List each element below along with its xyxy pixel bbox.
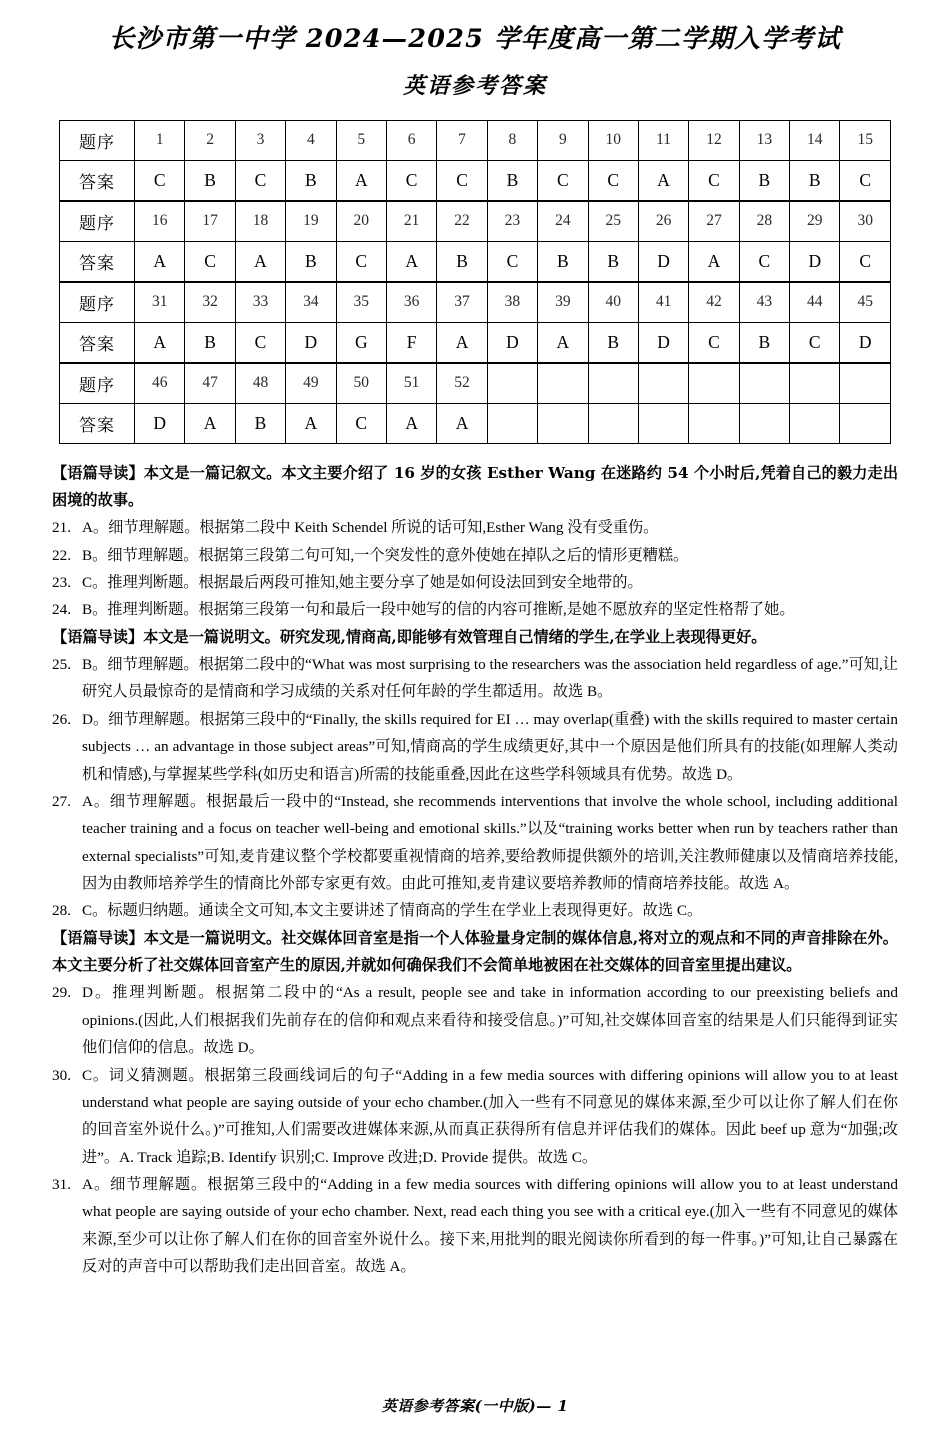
answer-cell: C [487,241,537,282]
explanation-number: 24. [52,601,71,619]
question-number-cell [689,363,739,404]
answer-cell: C [790,322,840,363]
answer-cell: A [235,241,285,282]
answer-cell: B [588,241,638,282]
explanation-number: 23. [52,574,71,592]
question-number-cell: 6 [386,120,436,160]
explanation-number: 27. [52,792,71,810]
question-number-cell: 46 [135,363,185,404]
passage-guide-text: 本文是一篇说明文。社交媒体回音室是指一个人体验量身定制的媒体信息,将对立的观点和不同的声音排除在外。本文主要分析了社交媒体回音室产生的原因,并就如何确保我们不会简单地被困在社交媒体的回音室里提出建议。 [52,928,898,975]
row-header-number: 题序 [60,363,135,404]
answer-key-table [59,120,891,444]
explanation-text: B。推理判断题。根据第三段第一句和最后一段中她写的信的内容可推断,是她不愿放弃的坚定性格帮了她。 [82,601,795,619]
explanation-item [52,1171,898,1280]
answer-cell: A [386,241,436,282]
question-number-cell: 16 [135,201,185,242]
question-number-cell: 38 [487,282,537,323]
answer-cell: B [286,241,336,282]
question-number-cell: 29 [790,201,840,242]
question-number-cell: 17 [185,201,235,242]
question-number-cell: 12 [689,120,739,160]
explanation-number: 31. [52,1175,71,1193]
row-header-answer: 答案 [60,241,135,282]
question-number-cell: 9 [538,120,588,160]
question-number-cell: 43 [739,282,789,323]
question-number-cell: 2 [185,120,235,160]
question-number-cell: 18 [235,201,285,242]
row-header-answer: 答案 [60,160,135,201]
question-number-cell: 48 [235,363,285,404]
table-row [60,322,891,363]
row-header-number: 题序 [60,120,135,160]
answer-cell: C [185,241,235,282]
page-subtitle: 英语参考答案 [402,72,547,99]
explanations-section [52,460,898,1281]
question-number-cell: 23 [487,201,537,242]
answer-cell: A [336,160,386,201]
passage-guide-label: 【语篇导读】 [52,463,144,482]
explanation-text: A。细节理解题。根据第二段中 Keith Schendel 所说的话可知,Esther Wang 没有受重伤。 [82,519,659,537]
answer-cell: C [689,160,739,201]
question-number-cell: 49 [286,363,336,404]
answer-table-container [59,120,891,444]
question-number-cell: 21 [386,201,436,242]
explanation-item [52,897,898,924]
answer-cell: F [386,322,436,363]
question-number-cell: 50 [336,363,386,404]
explanation-text: C。推理判断题。根据最后两段可推知,她主要分享了她是如何设法回到安全地带的。 [82,574,643,592]
answer-cell: D [135,403,185,443]
explanation-text: C。标题归纳题。通读全文可知,本文主要讲述了情商高的学生在学业上表现得更好。故选 C。 [82,902,703,920]
question-number-cell: 10 [588,120,638,160]
answer-cell: A [185,403,235,443]
question-number-cell: 24 [538,201,588,242]
answer-cell: B [739,160,789,201]
question-number-cell [538,363,588,404]
answer-cell: B [185,322,235,363]
question-number-cell: 27 [689,201,739,242]
answer-cell: B [286,160,336,201]
passage-guide-text: 本文是一篇记叙文。本文主要介绍了 16 岁的女孩 Esther Wang 在迷路约 54 个小时后,凭着自己的毅力走出困境的故事。 [52,463,899,509]
answer-cell: A [538,322,588,363]
answer-cell: C [840,241,891,282]
answer-cell [588,403,638,443]
explanation-text: A。细节理解题。根据第三段中的“Adding in a few media sources with differing opinions will allow you to at least understand what people are saying outside of your echo chamber. Next, read each thing you see with a critical eye.(加入一些有不同意见的媒体来源,至少可以让你了解人们在你的回音室外说什么。接下来,用批判的眼光阅读你所看到的每一件事。)”可知,让自己暴露在反对的声音中可以帮助我们走出回音室。故选 A。 [82,1175,898,1276]
explanation-item [52,1062,898,1171]
explanation-number: 22. [52,546,71,564]
answer-cell: C [235,160,285,201]
question-number-cell: 28 [739,201,789,242]
question-number-cell: 39 [538,282,588,323]
answer-cell: A [638,160,688,201]
explanation-text: D。细节理解题。根据第三段中的“Finally, the skills required for EI … may overlap(重叠) with the skills required to master certain subjects … an advantage in those subject areas”可知,情商高的学生成绩更好,其中一个原因是他们所具有的技能(如理解人类动机和情感),与掌握某些学科(如历史和语言)所需的技能重叠,因此在这些学科领域具有优势。故选 D。 [82,710,898,783]
answer-cell: C [235,322,285,363]
answer-cell: C [538,160,588,201]
explanation-item [52,569,898,596]
question-number-cell: 45 [840,282,891,323]
question-number-cell: 3 [235,120,285,160]
answer-cell: A [135,241,185,282]
question-number-cell: 5 [336,120,386,160]
question-number-cell: 26 [638,201,688,242]
question-number-cell: 44 [790,282,840,323]
answer-cell: D [487,322,537,363]
question-number-cell: 4 [286,120,336,160]
answer-cell: B [790,160,840,201]
row-header-number: 题序 [60,282,135,323]
question-number-cell [487,363,537,404]
table-row [60,241,891,282]
answer-cell [487,403,537,443]
answer-cell: A [135,322,185,363]
passage-guide-text: 本文是一篇说明文。研究发现,情商高,即能够有效管理自己情绪的学生,在学业上表现得更好。 [143,627,767,646]
explanation-number: 28. [52,902,71,920]
answer-cell [840,403,891,443]
answer-cell: C [336,403,386,443]
answer-cell: G [336,322,386,363]
passage-guide-label: 【语篇导读】 [52,627,144,646]
answer-cell [538,403,588,443]
table-row [60,120,891,160]
answer-cell: C [689,322,739,363]
answer-cell: A [437,322,487,363]
question-number-cell: 51 [386,363,436,404]
explanation-text: C。词义猜测题。根据第三段画线词后的句子“Adding in a few media sources with differing opinions will allow you to at least understand what people are saying outside of your echo chamber.(加入一些有不同意见的媒体来源,至少可以让你了解人们在你的回音室外说什么。)”可推知,人们需要改进媒体来源,从而真正获得所有信息并评估我们的媒体。因此 beef up 意为“加强;改进”。A. Track 追踪;B. Identify 识别;C. Improve 改进;D. Provide 提供。故选 C。 [82,1066,898,1166]
question-number-cell [840,363,891,404]
question-number-cell: 11 [638,120,688,160]
explanation-number: 25. [52,656,71,674]
answer-cell: C [739,241,789,282]
answer-cell: D [638,241,688,282]
explanation-item [52,596,898,623]
question-number-cell: 19 [286,201,336,242]
question-number-cell: 52 [437,363,487,404]
answer-cell: B [235,403,285,443]
question-number-cell: 36 [386,282,436,323]
question-number-cell: 8 [487,120,537,160]
answer-cell: B [739,322,789,363]
answer-cell: C [437,160,487,201]
question-number-cell: 1 [135,120,185,160]
table-row [60,403,891,443]
explanation-number: 21. [52,519,71,537]
answer-cell [689,403,739,443]
page-footer: 英语参考答案(一中版)— 1 [381,1397,569,1415]
answer-cell: D [790,241,840,282]
answer-cell: B [538,241,588,282]
question-number-cell: 37 [437,282,487,323]
answer-cell: B [487,160,537,201]
question-number-cell: 25 [588,201,638,242]
explanation-number: 26. [52,710,71,728]
answer-cell: A [437,403,487,443]
question-number-cell [739,363,789,404]
table-row [60,363,891,404]
table-row [60,282,891,323]
explanation-item [52,514,898,541]
question-number-cell: 14 [790,120,840,160]
answer-cell: D [286,322,336,363]
passage-guide [52,624,898,651]
row-header-number: 题序 [60,201,135,242]
question-number-cell: 31 [135,282,185,323]
explanation-item [52,706,898,788]
table-row [60,160,891,201]
explanation-item [52,788,898,897]
question-number-cell: 22 [437,201,487,242]
answer-cell: C [135,160,185,201]
answer-cell [790,403,840,443]
question-number-cell: 13 [739,120,789,160]
question-number-cell [588,363,638,404]
passage-guide [52,925,898,980]
question-number-cell: 40 [588,282,638,323]
question-number-cell: 47 [185,363,235,404]
question-number-cell [790,363,840,404]
row-header-answer: 答案 [60,403,135,443]
question-number-cell: 42 [689,282,739,323]
question-number-cell: 20 [336,201,386,242]
explanation-number: 29. [52,984,71,1002]
explanation-item [52,542,898,569]
row-header-answer: 答案 [60,322,135,363]
explanation-item [52,979,898,1061]
answer-cell: B [588,322,638,363]
explanation-text: B。细节理解题。根据第二段中的“What was most surprising to the researchers was the association held regardless of age.”可知,让研究人员最惊奇的是情商和学习成绩的关系对任何年龄的学生都适用。故选 B。 [82,656,898,701]
answer-cell: C [588,160,638,201]
answer-cell: C [386,160,436,201]
passage-guide-label: 【语篇导读】 [52,928,144,947]
answer-cell: D [840,322,891,363]
answer-cell: C [336,241,386,282]
table-row [60,201,891,242]
answer-cell: A [286,403,336,443]
question-number-cell: 32 [185,282,235,323]
question-number-cell: 35 [336,282,386,323]
explanation-text: A。细节理解题。根据最后一段中的“Instead, she recommends interventions that involve the whole school, including additional teacher training and a focus on teacher well-being and emotional skills.”以及“training works better when run by teachers rather than external specialists”可知,麦肯建议整个学校都要重视情商的培养,要给教师提供额外的培训,关注教师健康以及情商培养技能,因为由教师培养学生的情商比外部专家更有效。由此可推知,麦肯建议要培养教师的情商培养技能。故选 A。 [82,792,898,892]
explanation-text: B。细节理解题。根据第三段第二句可知,一个突发性的意外使她在掉队之后的情形更糟糕。 [82,546,689,564]
answer-cell: A [386,403,436,443]
page-title: 长沙市第一中学 2024—2025 学年度高一第二学期入学考试 [108,24,842,54]
explanation-item [52,651,898,706]
question-number-cell: 7 [437,120,487,160]
answer-cell: B [185,160,235,201]
question-number-cell: 34 [286,282,336,323]
explanation-number: 30. [52,1066,71,1084]
question-number-cell: 41 [638,282,688,323]
question-number-cell: 33 [235,282,285,323]
answer-cell: C [840,160,891,201]
answer-cell [638,403,688,443]
question-number-cell [638,363,688,404]
question-number-cell: 30 [840,201,891,242]
answer-cell: B [437,241,487,282]
explanation-text: D。推理判断题。根据第二段中的“As a result, people see and take in information according to our preexisting beliefs and opinions.(因此,人们根据我们先前存在的信仰和观点来看待和接受信息。)”可知,社交媒体回音室的结果是人们只能得到证实他们信仰的信息。故选 D。 [82,984,898,1057]
answer-cell: A [689,241,739,282]
answer-cell: D [638,322,688,363]
answer-cell [739,403,789,443]
question-number-cell: 15 [840,120,891,160]
passage-guide [52,460,898,515]
